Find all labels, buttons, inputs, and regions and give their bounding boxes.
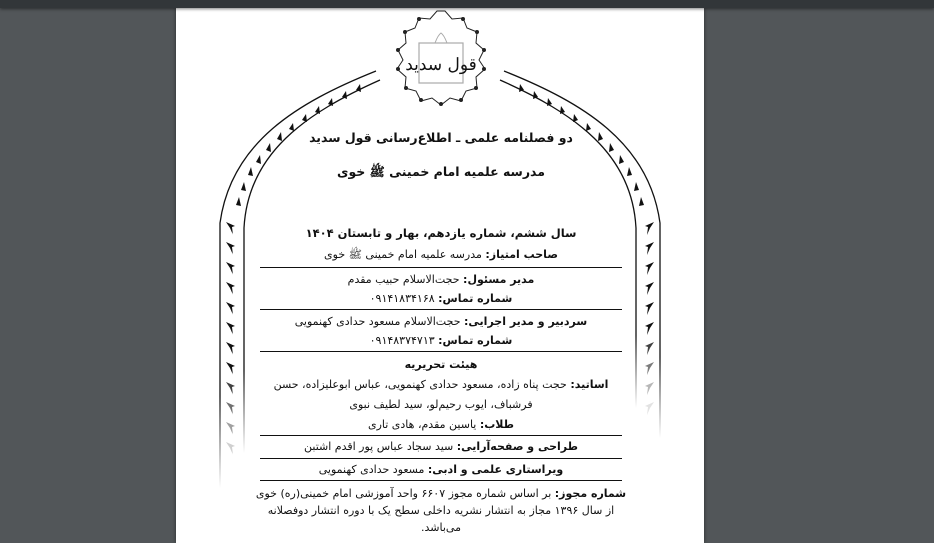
license-value: بر اساس شماره مجوز ۶۶۰۷ واحد آموزشی امام خمینی(ره) خوی	[255, 487, 555, 500]
owner-value: مدرسه علمیه امام خمینی ﷺ خوی	[324, 248, 486, 261]
svg-text:قول سدید: قول سدید	[405, 55, 477, 75]
editing-line	[260, 463, 622, 476]
license-line-1	[248, 485, 634, 502]
issue-info: سال ششم، شماره یازدهم، بهار و تابستان ۱۴۰۴	[305, 226, 577, 240]
manager-phone-line	[260, 292, 622, 305]
editorial-board-title: هیئت تحریریه	[404, 358, 478, 371]
editor-line	[260, 315, 622, 328]
editing-value: مسعود حدادی کهنمویی	[318, 463, 428, 476]
license-line-3: می‌باشد.	[421, 521, 461, 534]
editing-label: ویراستاری علمی و ادبی:	[427, 463, 564, 476]
manager-line	[260, 273, 622, 286]
viewer-toolbar	[0, 0, 934, 8]
editor-phone-value: ۰۹۱۴۸۳۷۴۷۱۳	[369, 334, 439, 347]
editor-phone-label: شماره تماس:	[438, 334, 513, 347]
professors-line	[260, 378, 622, 391]
pdf-page	[176, 8, 704, 543]
manager-value: حجت‌الاسلام حبیب مقدم	[347, 273, 464, 286]
students-line	[260, 418, 622, 431]
professors-label: اساتید:	[570, 378, 609, 391]
divider	[260, 435, 622, 436]
publisher-title: مدرسه علمیه امام خمینی ﷺ خوی	[336, 164, 545, 179]
design-label: طراحی و صفحه‌آرایی:	[456, 440, 578, 453]
journal-title: دو فصلنامه علمی ـ اطلاع‌رسانی قول سدید	[309, 130, 573, 145]
divider	[260, 309, 622, 310]
design-value: سید سجاد عباس پور اقدم اشتبن	[304, 440, 457, 453]
professors-value: حجت پناه زاده، مسعود حدادی کهنمویی، عباس ابوعلیزاده، حسن	[273, 378, 571, 391]
divider	[260, 267, 622, 268]
professors-continued: فرشباف، ایوب رحیم‌لو، سید لطیف نبوی	[349, 398, 533, 411]
students-label: طلاب:	[479, 418, 515, 431]
manager-phone-value: ۰۹۱۴۱۸۳۴۱۶۸	[369, 292, 439, 305]
license-paragraph	[248, 485, 634, 536]
license-label: شماره مجوز:	[554, 487, 627, 500]
editor-phone-line	[260, 334, 622, 347]
journal-logo-emblem	[388, 8, 494, 108]
design-line	[260, 440, 622, 453]
students-value: یاسین مقدم، هادی تاری	[367, 418, 480, 431]
owner-label: صاحب امتیاز:	[485, 248, 558, 261]
divider	[260, 351, 622, 352]
license-line-2: از سال ۱۳۹۶ مجاز به انتشار نشریه داخلی سطح یک با دوره انتشار دوفصلانه	[267, 504, 615, 517]
manager-phone-label: شماره تماس:	[438, 292, 513, 305]
owner-line	[260, 248, 622, 264]
divider	[260, 480, 622, 481]
editor-value: حجت‌الاسلام مسعود حدادی کهنمویی	[294, 315, 465, 328]
divider	[260, 458, 622, 459]
manager-label: مدیر مسئول:	[463, 273, 535, 286]
editor-label: سردبیر و مدیر اجرایی:	[464, 315, 588, 328]
